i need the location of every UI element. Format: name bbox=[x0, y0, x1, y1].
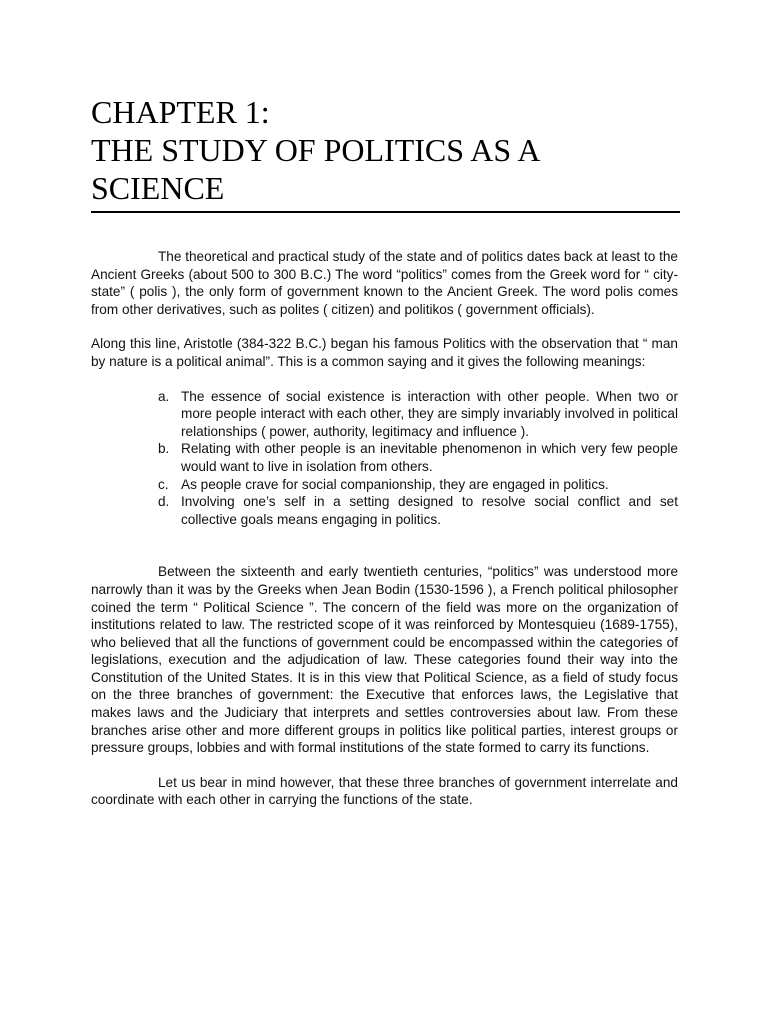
chapter-title-line-1: THE STUDY OF POLITICS AS A bbox=[91, 132, 541, 168]
meanings-list bbox=[91, 388, 678, 529]
list-item-text: As people crave for social companionship, they are engaged in politics. bbox=[181, 476, 609, 492]
list-marker: c. bbox=[158, 476, 169, 492]
paragraph-history: Between the sixteenth and early twentieth centuries, “politics” was understood more narrowly than it was by the Greeks when Jean Bodin (1530-1596 ), a French political philosopher coined the term “ Political Science ”. The concern of the field was more on the organization of institutions related to law. The restricted scope of it was reinforced by Montesquieu (1689-1755), who believed that all the functions of government could be encompassed within the categories of legislations, execution and the adjudication of law. These categories found their way into the Constitution of the United States. It is in this view that Political Science, as a field of study focus on the three branches of government: the Executive that enforces laws, the Legislative that makes laws and the Judiciary that interprets and settles controversies about law. From these branches arise other and more different groups in politics like political parties, interest groups or pressure groups, lobbies and with formal institutions of the state formed to carry its functions. bbox=[91, 564, 678, 756]
paragraph-closing: Let us bear in mind however, that these three branches of government interrelate and coordinate with each other in carrying the functions of the state. bbox=[91, 774, 678, 808]
body-text bbox=[91, 248, 678, 809]
chapter-label: CHAPTER 1: bbox=[91, 94, 270, 130]
list-marker: a. bbox=[158, 388, 170, 404]
chapter-title-line-2: SCIENCE bbox=[91, 170, 225, 206]
list-marker: d. bbox=[158, 494, 170, 510]
list-item bbox=[158, 493, 678, 528]
chapter-heading bbox=[91, 93, 680, 213]
list-item-text: Involving one’s self in a setting designed to resolve social conflict and set collective goals means engaging in politics. bbox=[181, 494, 678, 527]
list-item bbox=[158, 388, 678, 441]
list-marker: b. bbox=[158, 441, 170, 457]
list-item bbox=[158, 476, 678, 494]
list-item-text: The essence of social existence is interaction with other people. When two or more people interact with each other, they are simply invariably involved in political relationships ( power, authority, legitimacy and influence ). bbox=[181, 388, 678, 439]
paragraph-intro: The theoretical and practical study of the state and of politics dates back at least to the Ancient Greeks (about 500 to 300 B.C.) The word “politics” comes from the Greek word for “ city-state” ( polis ), the only form of government known to the Ancient Greek. The word polis comes from other derivatives, such as polites ( citizen) and politikos ( government officials). bbox=[91, 249, 678, 317]
list-item bbox=[158, 440, 678, 475]
paragraph-aristotle: Along this line, Aristotle (384-322 B.C.) began his famous Politics with the observation that “ man by nature is a political animal”. This is a common saying and it gives the following meanings: bbox=[91, 336, 678, 369]
list-item-text: Relating with other people is an inevitable phenomenon in which very few people would want to live in isolation from others. bbox=[181, 441, 678, 474]
